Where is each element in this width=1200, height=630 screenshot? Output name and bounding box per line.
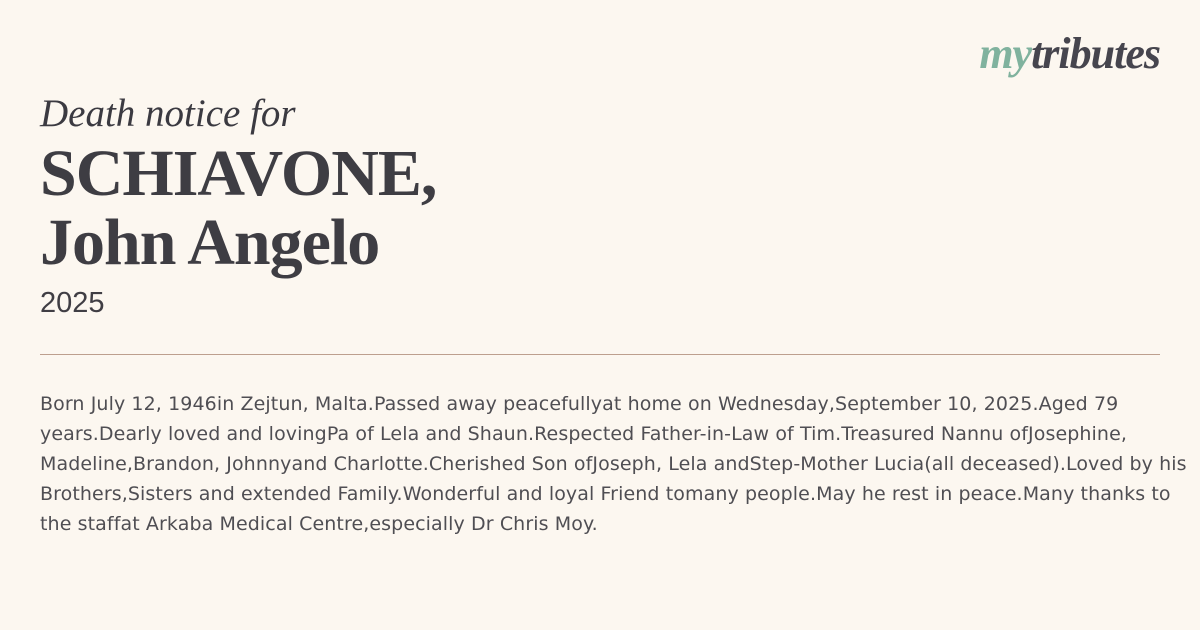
obituary-text: Born July 12, 1946in Zejtun, Malta.Passed away peacefullyat home on Wednesday,September 10, 2025.Aged 79 years.Dearly loved and lovingPa of Lela and Shaun.Respected Father-in-Law of Tim.Treasured Nannu ofJosephine, Madeline,Brandon, Johnnyand Charlotte.Cherished Son ofJoseph, Lela andStep-Mother Lucia(all deceased).Loved by his Brothers,Sisters and extended Family.Wonderful and loyal Friend tomany people.May he rest in peace.Many thanks to the staffat Arkaba Medical Centre,especially Dr Chris Moy.	[40, 393, 1187, 535]
logo-my-text: my	[979, 29, 1032, 78]
logo-tributes-text: tributes	[1031, 29, 1160, 78]
section-divider	[40, 354, 1160, 355]
deceased-given-names: John Angelo	[40, 206, 380, 279]
deceased-name-heading	[40, 139, 436, 277]
deceased-surname: SCHIAVONE,	[40, 137, 437, 210]
death-notice-label: Death notice for	[40, 92, 296, 135]
death-year: 2025	[40, 287, 105, 319]
site-logo[interactable]	[979, 30, 1160, 78]
